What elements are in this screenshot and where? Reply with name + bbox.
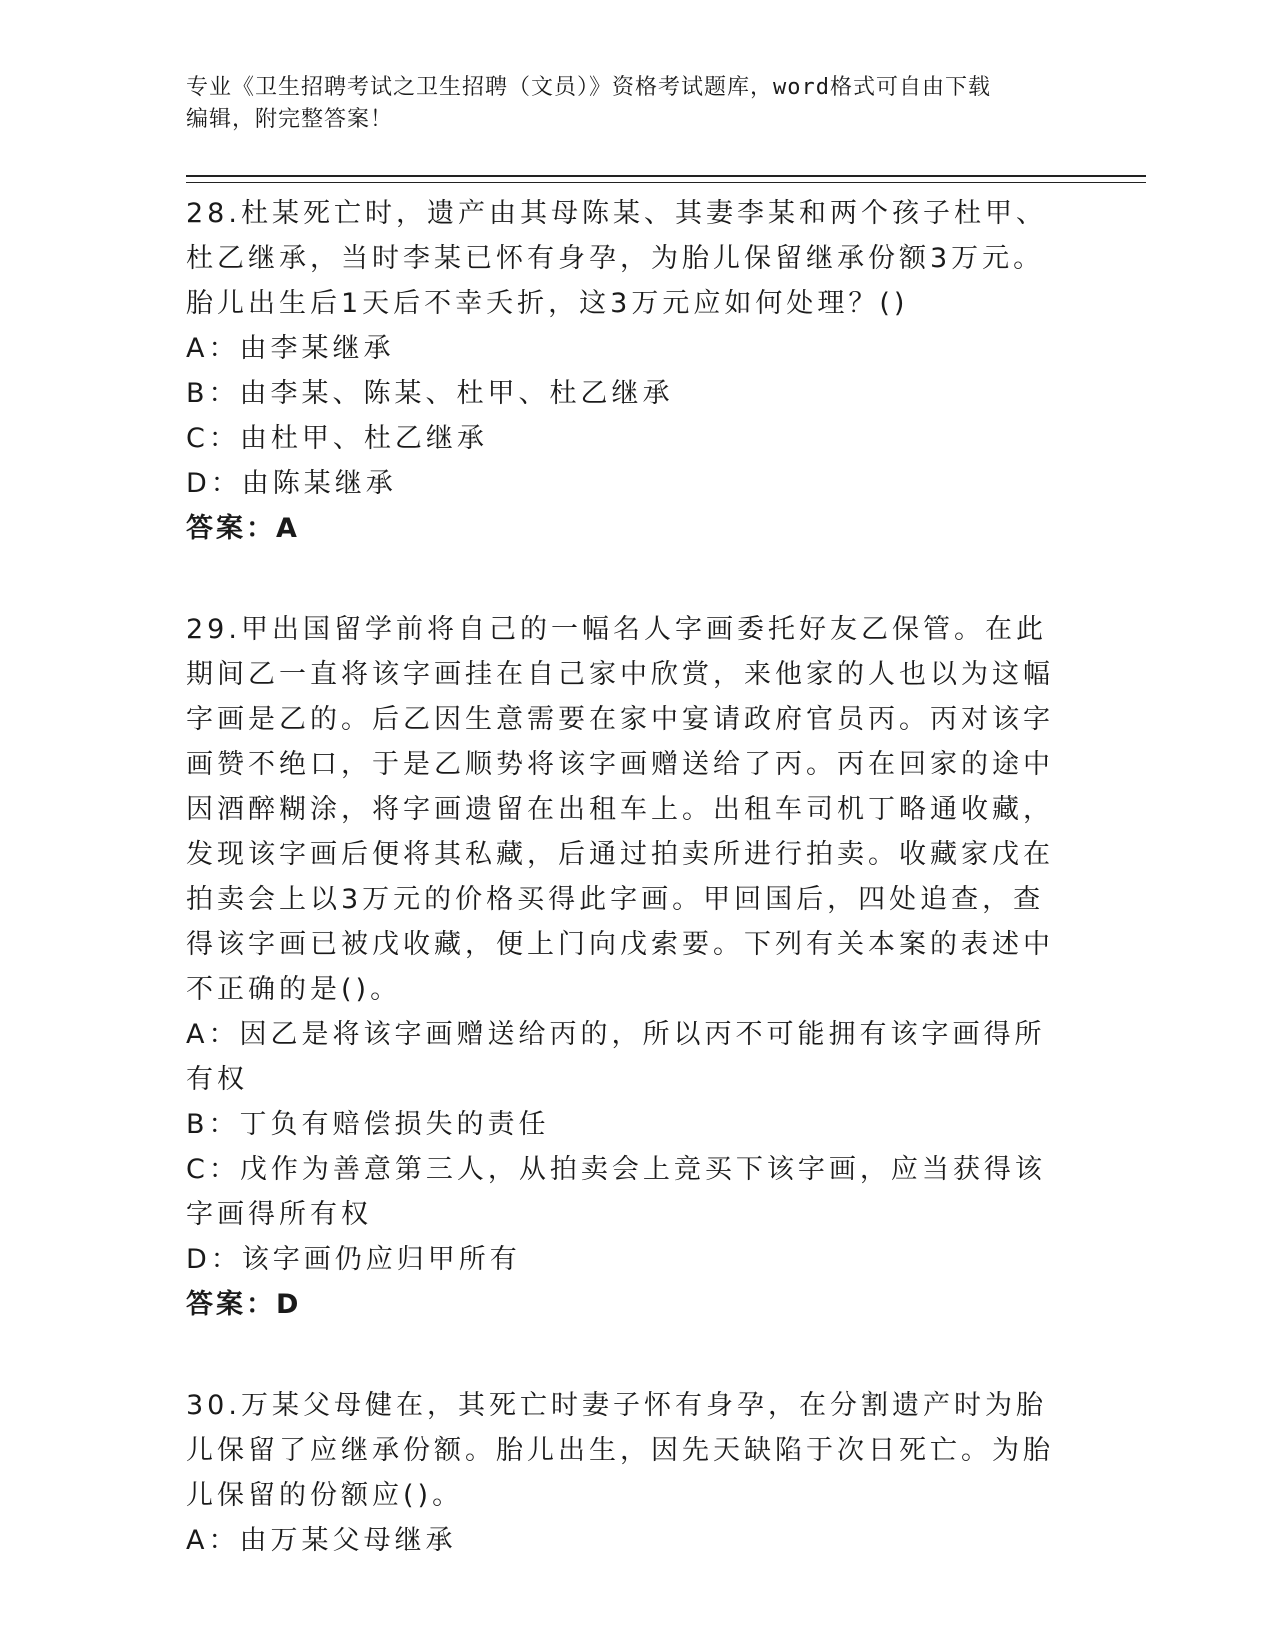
question-28 — [186, 191, 1066, 551]
option-a: A：因乙是将该字画赠送给丙的，所以丙不可能拥有该字画得所有权 — [186, 1019, 1046, 1095]
option-c: C：戊作为善意第三人，从拍卖会上竞买下该字画，应当获得该字画得所有权 — [186, 1154, 1046, 1230]
document-header — [186, 72, 1066, 136]
header-divider-thin — [186, 182, 1146, 183]
option-a: A：由万某父母继承 — [186, 1525, 457, 1556]
option-b: B：丁负有赔偿损失的责任 — [186, 1109, 550, 1140]
option-c: C：由杜甲、杜乙继承 — [186, 423, 488, 454]
header-line-1: 专业《卫生招聘考试之卫生招聘（文员）》资格考试题库，word格式可自由下载 — [186, 75, 991, 100]
header-divider-thick — [186, 175, 1146, 177]
option-a: A：由李某继承 — [186, 333, 395, 364]
answer-label: 答案：A — [186, 513, 300, 544]
question-29 — [186, 607, 1066, 1327]
question-text: 28.杜某死亡时，遗产由其母陈某、其妻李某和两个孩子杜甲、杜乙继承，当时李某已怀有身孕，为胎儿保留继承份额3万元。胎儿出生后1天后不幸夭折，这3万元应如何处理？() — [186, 198, 1047, 319]
answer-label: 答案：D — [186, 1289, 302, 1320]
option-b: B：由李某、陈某、杜甲、杜乙继承 — [186, 378, 674, 409]
question-30 — [186, 1383, 1066, 1563]
option-d: D：该字画仍应归甲所有 — [186, 1244, 521, 1275]
question-text: 30.万某父母健在，其死亡时妻子怀有身孕，在分割遗产时为胎儿保留了应继承份额。胎儿出生，因先天缺陷于次日死亡。为胎儿保留的份额应()。 — [186, 1390, 1054, 1511]
header-line-2: 编辑，附完整答案！ — [186, 107, 394, 132]
question-text: 29.甲出国留学前将自己的一幅名人字画委托好友乙保管。在此期间乙一直将该字画挂在自己家中欣赏，来他家的人也以为这幅字画是乙的。后乙因生意需要在家中宴请政府官员丙。丙对该字画赞不绝口，于是乙顺势将该字画赠送给了丙。丙在回家的途中因酒醉糊涂，将字画遗留在出租车上。出租车司机丁略通收藏，发现该字画后便将其私藏，后通过拍卖所进行拍卖。收藏家戊在拍卖会上以3万元的价格买得此字画。甲回国后，四处追查，查得该字画已被戊收藏，便上门向戊索要。下列有关本案的表述中不正确的是()。 — [186, 614, 1054, 1005]
question-list — [186, 191, 1066, 1619]
option-d: D：由陈某继承 — [186, 468, 397, 499]
